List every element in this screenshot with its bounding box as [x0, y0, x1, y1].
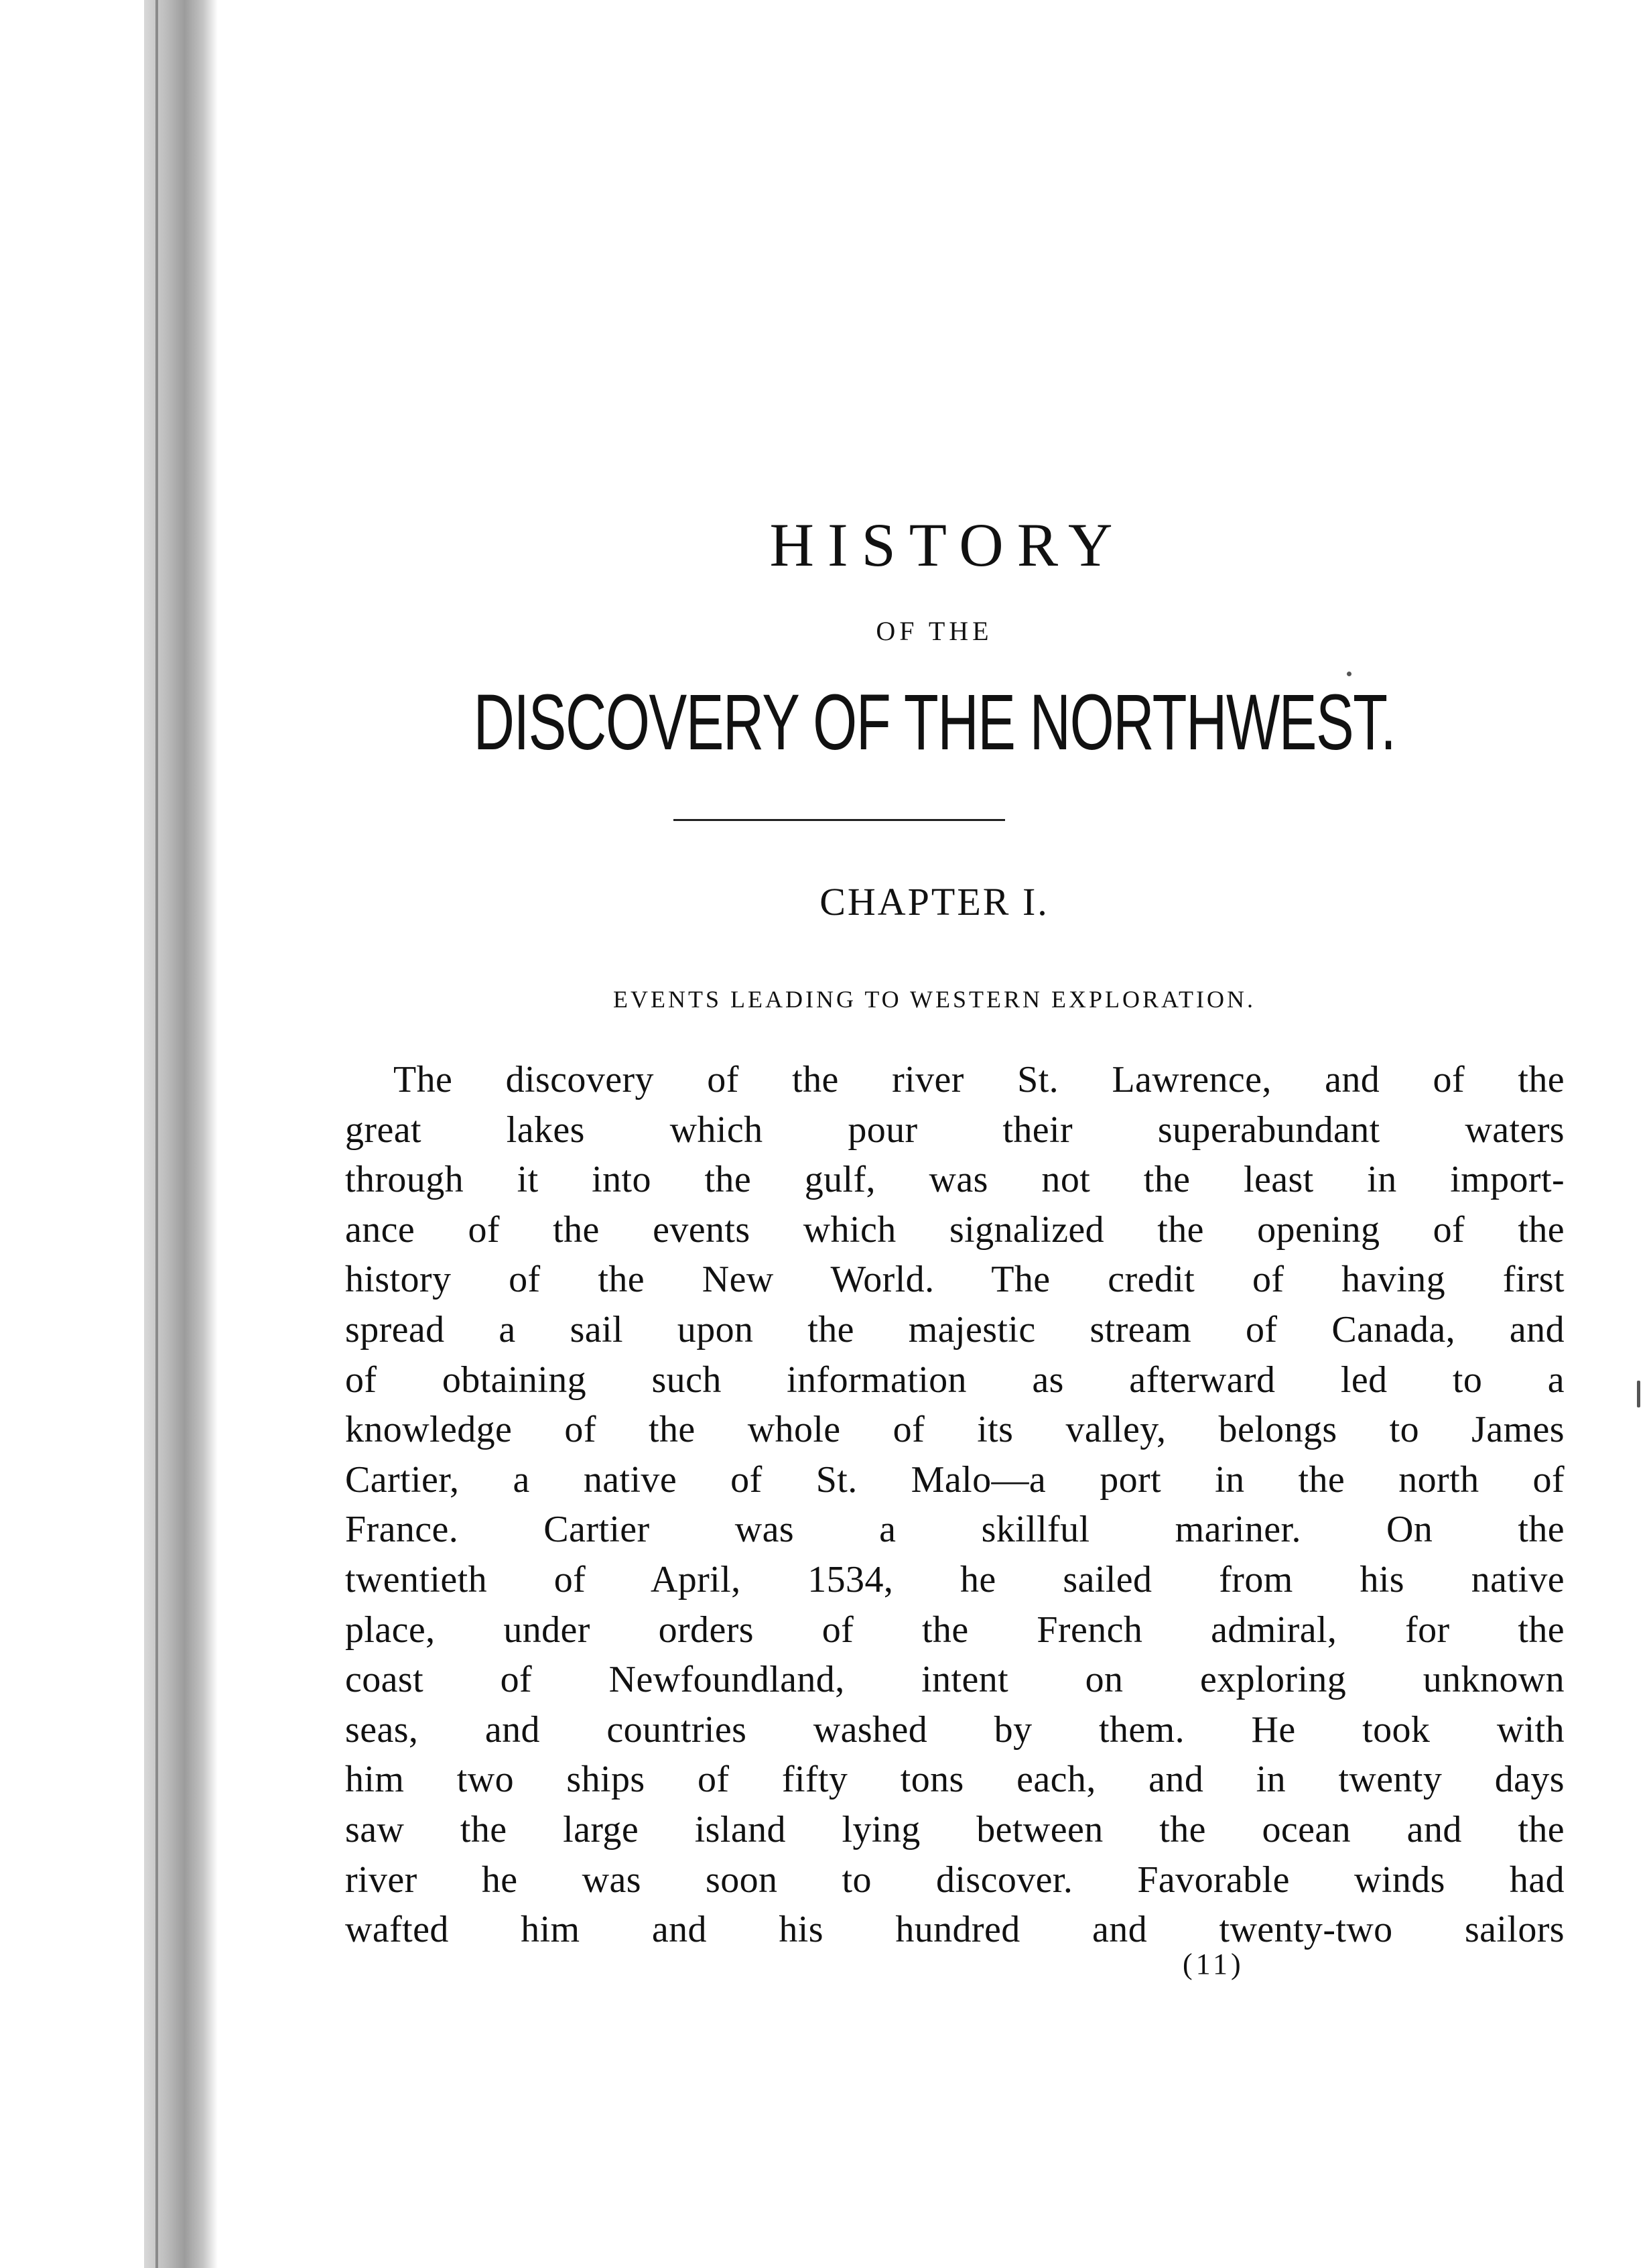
heading-of-the: OF THE	[876, 616, 993, 646]
chapter-subtitle: EVENTS LEADING TO WESTERN EXPLORATION.	[613, 986, 1256, 1013]
body-line: history of the New World. The credit of having first	[345, 1259, 1565, 1301]
body-line: Cartier, a native of St. Malo—a port in the north of	[345, 1458, 1565, 1501]
body-line: seas, and countries washed by them. He took with	[345, 1708, 1565, 1751]
body-line: France. Cartier was a skillful mariner. On the	[345, 1509, 1565, 1551]
body-line: river he was soon to discover. Favorable winds had	[345, 1858, 1565, 1901]
chapter-number: CHAPTER I.	[819, 880, 1049, 924]
body-line: wafted him and his hundred and twenty-two sailors	[345, 1909, 1565, 1951]
body-line: The discovery of the river St. Lawrence, and of the	[393, 1059, 1565, 1100]
body-line: saw the large island lying between the ocean and the	[345, 1808, 1565, 1850]
title-rule-divider	[673, 819, 1005, 821]
print-speck	[1347, 672, 1351, 676]
body-line: knowledge of the whole of its valley, belongs to James	[345, 1409, 1565, 1451]
body-line: of obtaining such information as afterward led to a	[345, 1359, 1565, 1401]
body-line: him two ships of fifty tons each, and in twenty days	[345, 1759, 1565, 1801]
body-line: place, under orders of the French admiral, for the	[345, 1609, 1565, 1651]
page-number: (11)	[1183, 1948, 1244, 1980]
body-line: ance of the events which signalized the opening of the	[345, 1208, 1565, 1251]
heading-title: DISCOVERY OF THE NORTHWEST.	[473, 678, 1396, 767]
margin-mark	[1637, 1381, 1640, 1407]
heading-history: HISTORY	[769, 511, 1126, 579]
body-line: twentieth of April, 1534, he sailed from his native	[345, 1558, 1565, 1600]
body-line: great lakes which pour their superabundant waters	[345, 1109, 1565, 1151]
body-line: spread a sail upon the majestic stream of Canada, and	[345, 1308, 1565, 1350]
body-line: through it into the gulf, was not the least in import-	[345, 1159, 1565, 1201]
body-line: coast of Newfoundland, intent on exploring unknown	[345, 1659, 1565, 1701]
binding-edge	[155, 0, 158, 2268]
book-page	[218, 0, 1651, 2268]
body-paragraph	[345, 1055, 1565, 1955]
